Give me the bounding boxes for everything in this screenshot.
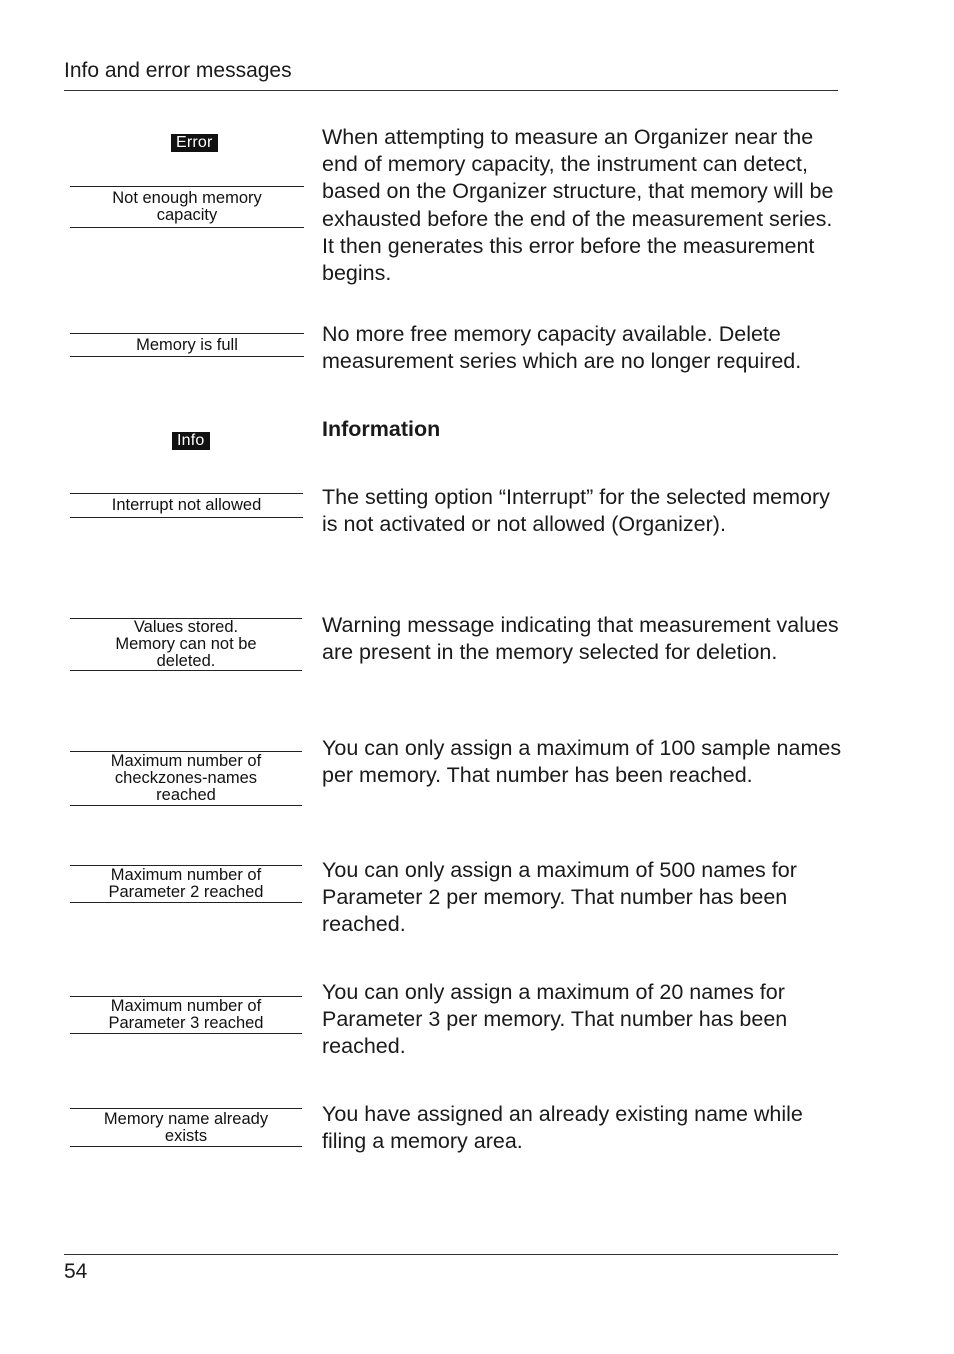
message-description-max-parameter-2: You can only assign a maximum of 500 names for Parameter 2 per memory. That number has been reached. [322,858,797,937]
message-display-max-checkzones-names: Maximum number of checkzones-names reached [70,751,302,806]
information-heading: Information [322,417,441,441]
info-badge: Info [172,432,210,450]
message-display-interrupt-not-allowed: Interrupt not allowed [70,493,303,518]
message-display-max-parameter-3: Maximum number of Parameter 3 reached [70,996,302,1034]
message-description-values-stored: Warning message indicating that measurement values are present in the memory selected for deletion. [322,613,839,665]
footer-divider [64,1254,838,1255]
page-number: 54 [64,1260,88,1283]
message-display-memory-full: Memory is full [70,333,304,357]
message-description-max-parameter-3: You can only assign a maximum of 20 names for Parameter 3 per memory. That number has been reached. [322,980,788,1059]
header-divider [64,90,838,91]
message-display-values-stored: Values stored. Memory can not be deleted. [70,618,302,671]
message-description-not-enough-memory: When attempting to measure an Organizer near the end of memory capacity, the instrument can detect, based on the Organizer structure, that memory will be exhausted before the end of the measurement series. It then generates this error before the measurement begins. [322,125,834,286]
message-description-memory-full: No more free memory capacity available. Delete measurement series which are no longer required. [322,322,802,374]
error-badge: Error [171,134,218,152]
message-display-memory-name-exists: Memory name already exists [70,1108,302,1147]
page-header-title: Info and error messages [64,59,292,82]
message-description-interrupt-not-allowed: The setting option “Interrupt” for the selected memory is not activated or not allowed (Organizer). [322,485,830,537]
message-display-max-parameter-2: Maximum number of Parameter 2 reached [70,865,302,903]
message-description-memory-name-exists: You have assigned an already existing name while filing a memory area. [322,1102,803,1154]
message-display-not-enough-memory: Not enough memory capacity [70,186,304,228]
message-description-max-checkzones-names: You can only assign a maximum of 100 sample names per memory. That number has been reached. [322,736,842,788]
